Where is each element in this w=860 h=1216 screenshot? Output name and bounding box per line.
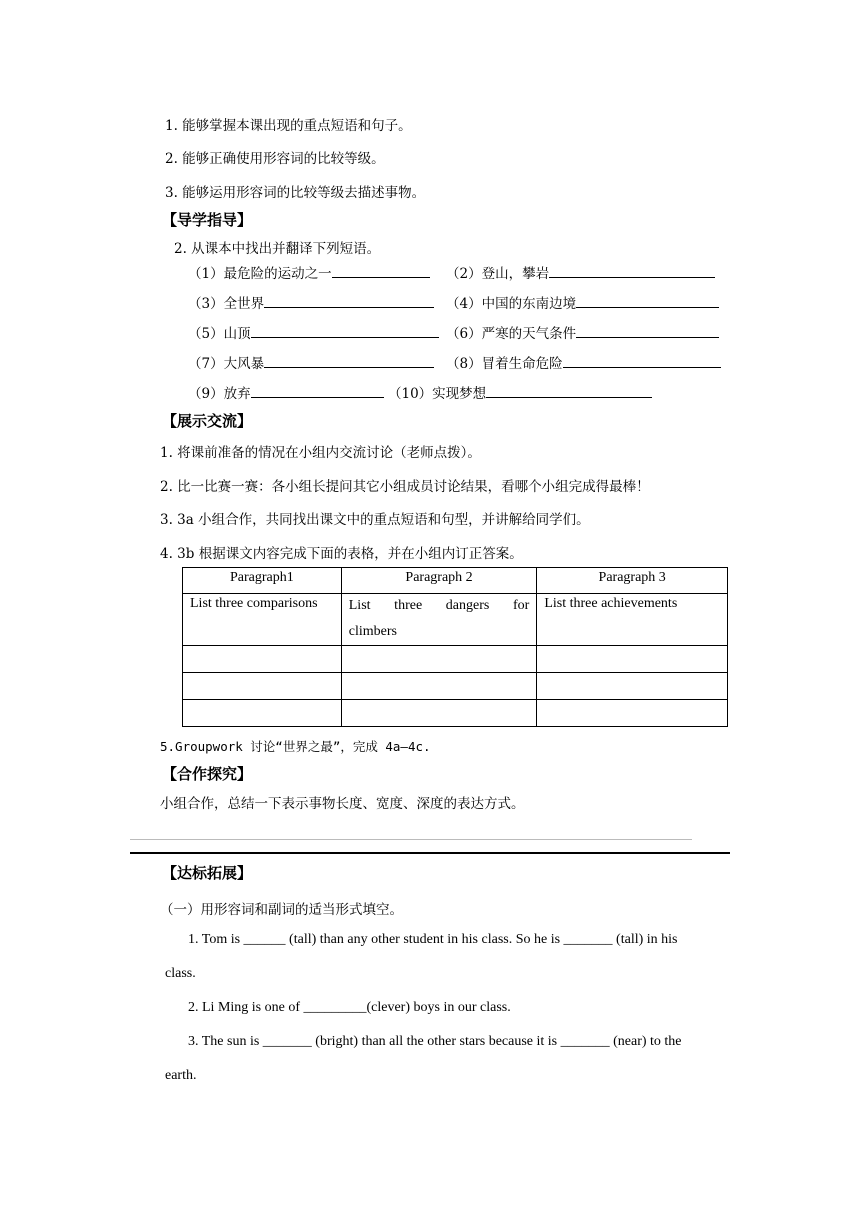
- table-header-cell: Paragraph 3: [537, 568, 728, 594]
- objective-2: 2. 能够正确使用形容词的比较等级。: [165, 151, 385, 167]
- show-heading: 【展示交流】: [162, 412, 253, 430]
- table-cell: [183, 700, 342, 727]
- exercise-1-line-2: class.: [165, 966, 196, 981]
- show-item-2: 2. 比一比赛一赛：各小组长提问其它小组成员讨论结果，看哪个小组完成得最棒！: [160, 479, 650, 495]
- phrase-item: （8）冒着生命危险: [446, 352, 721, 372]
- table-row: [183, 646, 728, 673]
- divider-thin: [130, 839, 692, 840]
- table-cell: [341, 700, 537, 727]
- table-row: [183, 673, 728, 700]
- table-cell: [341, 594, 537, 646]
- table-cell: [183, 673, 342, 700]
- show-item-3: 3. 3a 小组合作，共同找出课文中的重点短语和句型，并讲解给同学们。: [160, 512, 590, 528]
- extend-part-title: （一）用形容词和副词的适当形式填空。: [160, 902, 403, 918]
- extend-heading: 【达标拓展】: [162, 864, 253, 882]
- phrase-item: （9）放弃: [188, 382, 384, 402]
- exercise-1-line-1: 1. Tom is ______ (tall) than any other student in his class. So he is _______ (tall) in his: [188, 932, 678, 947]
- divider-thick: [130, 852, 730, 854]
- objective-1: 1. 能够掌握本课出现的重点短语和句子。: [165, 118, 412, 134]
- table-header-cell: Paragraph1: [183, 568, 342, 594]
- table-cell: [537, 646, 728, 673]
- show-item-1: 1. 将课前准备的情况在小组内交流讨论（老师点拨）。: [160, 445, 481, 461]
- phrase-item: （10）实现梦想: [388, 382, 652, 402]
- phrase-item: （2）登山，攀岩: [446, 262, 715, 282]
- exercise-2: 2. Li Ming is one of _________(clever) boys in our class.: [188, 1000, 511, 1015]
- objective-3: 3. 能够运用形容词的比较等级去描述事物。: [165, 185, 426, 201]
- table-cell-line: List three dangers for: [348, 598, 530, 613]
- table-cell-line: climbers: [348, 624, 397, 639]
- table-row: [183, 700, 728, 727]
- table-header-row: [183, 568, 728, 594]
- table-cell: List three comparisons: [183, 594, 342, 646]
- exercise-3-line-1: 3. The sun is _______ (bright) than all the other stars because it is _______ (near) to the: [188, 1034, 682, 1049]
- phrase-item: （3）全世界: [188, 292, 434, 312]
- table-cell: [537, 673, 728, 700]
- show-item-4: 4. 3b 根据课文内容完成下面的表格，并在小组内订正答案。: [160, 546, 523, 562]
- phrase-item: （1）最危险的运动之一: [188, 262, 430, 282]
- guide-instruction: 2. 从课本中找出并翻译下列短语。: [174, 241, 381, 257]
- table-cell: List three achievements: [537, 594, 728, 646]
- phrase-item: （5）山顶: [188, 322, 439, 342]
- exercise-3-line-2: earth.: [165, 1068, 197, 1083]
- table-cell: [341, 646, 537, 673]
- guide-heading: 【导学指导】: [162, 211, 253, 229]
- phrase-item: （7）大风暴: [188, 352, 434, 372]
- table-row: [183, 594, 728, 646]
- table-cell: [183, 646, 342, 673]
- phrase-item: （4）中国的东南边境: [446, 292, 719, 312]
- explore-text: 小组合作，总结一下表示事物长度、宽度、深度的表达方式。: [160, 796, 525, 812]
- explore-heading: 【合作探究】: [162, 765, 253, 783]
- table-header-cell: Paragraph 2: [341, 568, 537, 594]
- groupwork-line: 5.Groupwork 讨论“世界之最”，完成 4a—4c.: [160, 739, 431, 754]
- phrase-item: （6）严寒的天气条件: [446, 322, 719, 342]
- table-cell: [537, 700, 728, 727]
- comparison-table: [182, 567, 728, 727]
- table-cell: [341, 673, 537, 700]
